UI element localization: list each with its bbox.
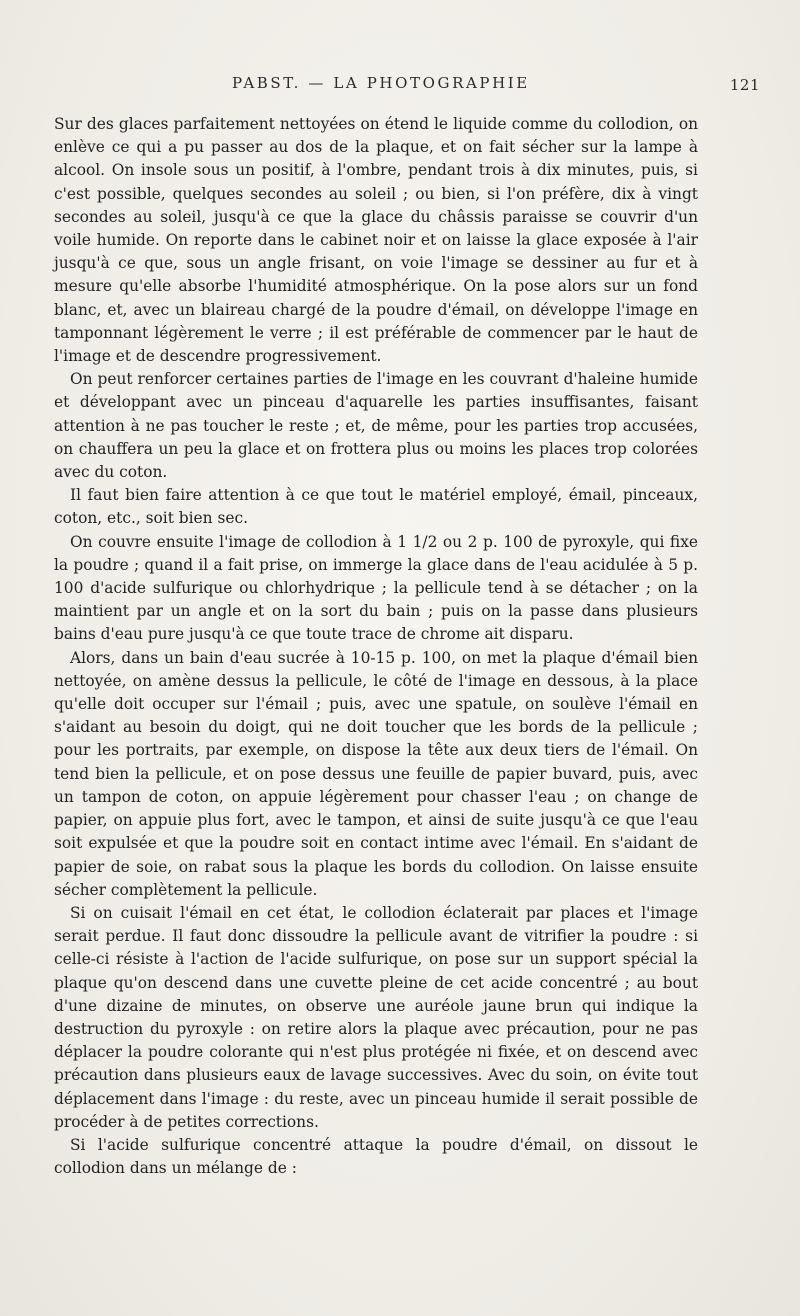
paragraph: Alors, dans un bain d'eau sucrée à 10-15 p. 100, on met la plaque d'émail bien nettoyée, on amène dessus la pellicule, le côté de l'image en dessous, à la place qu'elle doit occuper sur l'émail ; puis, avec une spatule, on soulève l'émail en s'aidant au besoin du doigt, qui ne doit toucher que les bords de la pellicule ; pour les portraits, par exemple, on dispose la tête aux deux tiers de l'émail. On tend bien la pellicule, et on pose dessus une feuille de papier buvard, puis, avec un tampon de coton, on appuie légèrement pour chasser l'eau ; on change de papier, on appuie plus fort, avec le tampon, et ainsi de suite jusqu'à ce que l'eau soit expulsée et que la poudre soit en contact intime avec l'émail. En s'aidant de papier de soie, on rabat sous la plaque les bords du collodion. On laisse ensuite sécher complètement la pellicule. bbox=[54, 648, 698, 899]
paragraph: Si on cuisait l'émail en cet état, le collodion éclaterait par places et l'image serait perdue. Il faut donc dissoudre la pellicule avant de vitrifier la poudre : si celle-ci résiste à l'action de l'acide sulfurique, on pose sur un support spécial la plaque qu'on descend dans une cuvette pleine de cet acide concentré ; au bout d'une dizaine de minutes, on observe une auréole jaune brun qui indique la destruction du pyroxyle : on retire alors la plaque avec précaution, pour ne pas déplacer la poudre colorante qui n'est plus protégée ni fixée, et on descend avec précaution dans plusieurs eaux de lavage successives. Avec du soin, on évite tout déplacement dans l'image : du reste, avec un pinceau humide il serait possible de procéder à de petites corrections. bbox=[54, 903, 698, 1131]
running-head: PABST. — LA PHOTOGRAPHIE bbox=[232, 74, 530, 92]
body-text bbox=[54, 113, 698, 1180]
page-header bbox=[54, 74, 760, 98]
paragraph: Si l'acide sulfurique concentré attaque la poudre d'émail, on dissout le collodion dans un mélange de : bbox=[54, 1135, 698, 1178]
paragraph: Il faut bien faire attention à ce que tout le matériel employé, émail, pinceaux, coton, etc., soit bien sec. bbox=[54, 486, 698, 528]
page-number: 121 bbox=[729, 76, 760, 94]
paragraph: On peut renforcer certaines parties de l'image en les couvrant d'haleine humide et développant avec un pinceau d'aquarelle les parties insuffisantes, faisant attention à ne pas toucher le reste ; et, de même, pour les parties trop accusées, on chauffera un peu la glace et on frottera plus ou moins les places trop colorées avec du coton. bbox=[54, 370, 698, 482]
paragraph: On couvre ensuite l'image de collodion à 1 1/2 ou 2 p. 100 de pyroxyle, qui fixe la poudre ; quand il a fait prise, on immerge la glace dans de l'eau acidulée à 5 p. 100 d'acide sulfurique ou chlorhydrique ; la pellicule tend à se détacher ; on la maintient par un angle et on la sort du bain ; puis on la passe dans plusieurs bains d'eau pure jusqu'à ce que toute trace de chrome ait disparu. bbox=[54, 532, 698, 644]
paragraph: Sur des glaces parfaitement nettoyées on étend le liquide comme du collodion, on enlève ce qui a pu passer au dos de la plaque, et on fait sécher sur la lampe à alcool. On insole sous un positif, à l'ombre, pendant trois à dix minutes, puis, si c'est possible, quelques secondes au soleil ; ou bien, si l'on préfère, dix à vingt secondes au soleil, jusqu'à ce que la glace du châssis paraisse se couvrir d'un voile humide. On reporte dans le cabinet noir et on laisse la glace exposée à l'air jusqu'à ce que, sous un angle frisant, on voie l'image se dessiner au fur et à mesure qu'elle absorbe l'humidité atmosphérique. On la pose alors sur un fond blanc, et, avec un blaireau chargé de la poudre d'émail, on développe l'image en tamponnant légèrement le verre ; il est préférable de commencer par le haut de l'image et de descendre progressivement. bbox=[54, 115, 698, 366]
